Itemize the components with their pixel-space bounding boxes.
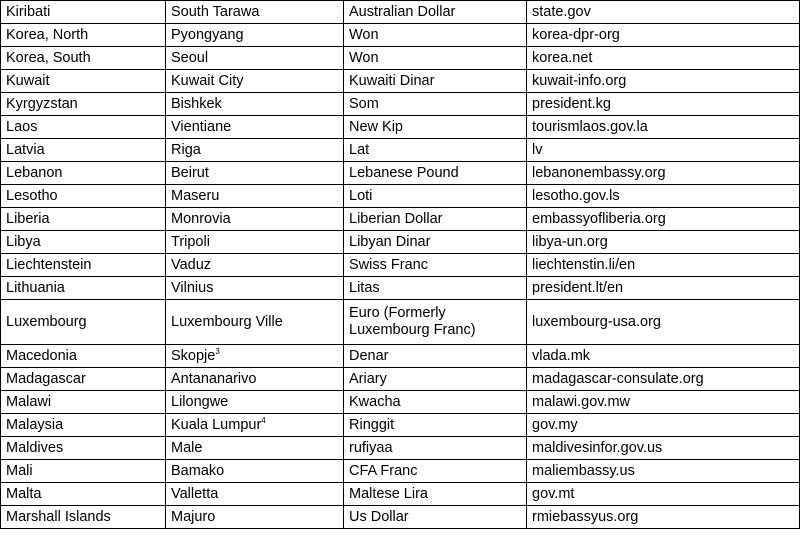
table-row xyxy=(1,483,800,506)
capital-cell: Majuro xyxy=(166,506,344,529)
website-cell: gov.mt xyxy=(527,483,800,506)
table-row xyxy=(1,460,800,483)
capital-cell: Bishkek xyxy=(166,93,344,116)
table-row xyxy=(1,506,800,529)
currency-cell: rufiyaa xyxy=(344,437,527,460)
capital-text: Kuala Lumpur xyxy=(171,416,262,433)
table-row xyxy=(1,414,800,437)
country-cell: Libya xyxy=(1,231,166,254)
website-cell: korea-dpr-org xyxy=(527,24,800,47)
currency-cell: Won xyxy=(344,24,527,47)
capital-cell xyxy=(166,345,344,368)
currency-cell: Euro (Formerly Luxembourg Franc) xyxy=(344,300,527,345)
currency-cell: Som xyxy=(344,93,527,116)
capital-text: Skopje xyxy=(171,347,216,364)
website-cell: kuwait-info.org xyxy=(527,70,800,93)
currency-cell: Us Dollar xyxy=(344,506,527,529)
currency-cell: Ariary xyxy=(344,368,527,391)
website-cell: lebanonembassy.org xyxy=(527,162,800,185)
country-cell: Korea, North xyxy=(1,24,166,47)
country-cell: Mali xyxy=(1,460,166,483)
table-row xyxy=(1,116,800,139)
currency-cell: Australian Dollar xyxy=(344,1,527,24)
currency-cell: Litas xyxy=(344,277,527,300)
table-row xyxy=(1,70,800,93)
country-cell: Marshall Islands xyxy=(1,506,166,529)
capital-cell: Pyongyang xyxy=(166,24,344,47)
website-cell: president.lt/en xyxy=(527,277,800,300)
table-row xyxy=(1,162,800,185)
currency-cell: Lebanese Pound xyxy=(344,162,527,185)
website-cell: maliembassy.us xyxy=(527,460,800,483)
website-cell: vlada.mk xyxy=(527,345,800,368)
currency-cell: Maltese Lira xyxy=(344,483,527,506)
country-cell: Malawi xyxy=(1,391,166,414)
capital-cell: Male xyxy=(166,437,344,460)
table-row xyxy=(1,254,800,277)
table-row xyxy=(1,368,800,391)
currency-cell: New Kip xyxy=(344,116,527,139)
table-row xyxy=(1,139,800,162)
currency-cell: Kwacha xyxy=(344,391,527,414)
currency-cell: Lat xyxy=(344,139,527,162)
currency-cell: Loti xyxy=(344,185,527,208)
website-cell: maldivesinfor.gov.us xyxy=(527,437,800,460)
capital-cell: Lilongwe xyxy=(166,391,344,414)
table-row xyxy=(1,47,800,70)
table-row xyxy=(1,1,800,24)
table-body xyxy=(1,1,800,529)
capital-cell: Kuwait City xyxy=(166,70,344,93)
country-cell: Madagascar xyxy=(1,368,166,391)
capital-cell: Antananarivo xyxy=(166,368,344,391)
website-cell: rmiebassyus.org xyxy=(527,506,800,529)
currency-cell: Kuwaiti Dinar xyxy=(344,70,527,93)
country-cell: Lithuania xyxy=(1,277,166,300)
table-row xyxy=(1,345,800,368)
country-cell: Luxembourg xyxy=(1,300,166,345)
table-row xyxy=(1,391,800,414)
website-cell: gov.my xyxy=(527,414,800,437)
capital-cell: Vilnius xyxy=(166,277,344,300)
capital-cell: Bamako xyxy=(166,460,344,483)
table-row xyxy=(1,277,800,300)
table-row xyxy=(1,185,800,208)
capital-cell: South Tarawa xyxy=(166,1,344,24)
table-row xyxy=(1,231,800,254)
capital-cell: Seoul xyxy=(166,47,344,70)
country-cell: Lebanon xyxy=(1,162,166,185)
table-row xyxy=(1,300,800,345)
website-cell: madagascar-consulate.org xyxy=(527,368,800,391)
capital-cell: Vaduz xyxy=(166,254,344,277)
website-cell: president.kg xyxy=(527,93,800,116)
website-cell: state.gov xyxy=(527,1,800,24)
capital-cell: Tripoli xyxy=(166,231,344,254)
table-row xyxy=(1,24,800,47)
capital-cell: Luxembourg Ville xyxy=(166,300,344,345)
currency-cell: Ringgit xyxy=(344,414,527,437)
capital-cell: Monrovia xyxy=(166,208,344,231)
country-cell: Latvia xyxy=(1,139,166,162)
table-row xyxy=(1,208,800,231)
footnote-marker: 3 xyxy=(215,346,220,356)
capital-cell: Valletta xyxy=(166,483,344,506)
capital-cell xyxy=(166,414,344,437)
website-cell: lesotho.gov.ls xyxy=(527,185,800,208)
website-cell: luxembourg-usa.org xyxy=(527,300,800,345)
currency-cell: Swiss Franc xyxy=(344,254,527,277)
country-cell: Kiribati xyxy=(1,1,166,24)
country-cell: Malta xyxy=(1,483,166,506)
capital-cell: Riga xyxy=(166,139,344,162)
table-row xyxy=(1,93,800,116)
currency-cell: Denar xyxy=(344,345,527,368)
website-cell: lv xyxy=(527,139,800,162)
country-cell: Kuwait xyxy=(1,70,166,93)
country-cell: Laos xyxy=(1,116,166,139)
capital-cell: Vientiane xyxy=(166,116,344,139)
country-cell: Kyrgyzstan xyxy=(1,93,166,116)
country-cell: Liberia xyxy=(1,208,166,231)
website-cell: tourismlaos.gov.la xyxy=(527,116,800,139)
footnote-marker: 4 xyxy=(261,415,266,425)
currency-cell: Won xyxy=(344,47,527,70)
capital-cell: Beirut xyxy=(166,162,344,185)
website-cell: embassyofliberia.org xyxy=(527,208,800,231)
website-cell: liechtenstin.li/en xyxy=(527,254,800,277)
country-cell: Korea, South xyxy=(1,47,166,70)
country-cell: Malaysia xyxy=(1,414,166,437)
currency-cell: Liberian Dollar xyxy=(344,208,527,231)
website-cell: libya-un.org xyxy=(527,231,800,254)
website-cell: korea.net xyxy=(527,47,800,70)
capital-cell: Maseru xyxy=(166,185,344,208)
currency-cell: CFA Franc xyxy=(344,460,527,483)
country-cell: Maldives xyxy=(1,437,166,460)
country-cell: Liechtenstein xyxy=(1,254,166,277)
currency-cell: Libyan Dinar xyxy=(344,231,527,254)
table-row xyxy=(1,437,800,460)
country-cell: Macedonia xyxy=(1,345,166,368)
country-cell: Lesotho xyxy=(1,185,166,208)
website-cell: malawi.gov.mw xyxy=(527,391,800,414)
